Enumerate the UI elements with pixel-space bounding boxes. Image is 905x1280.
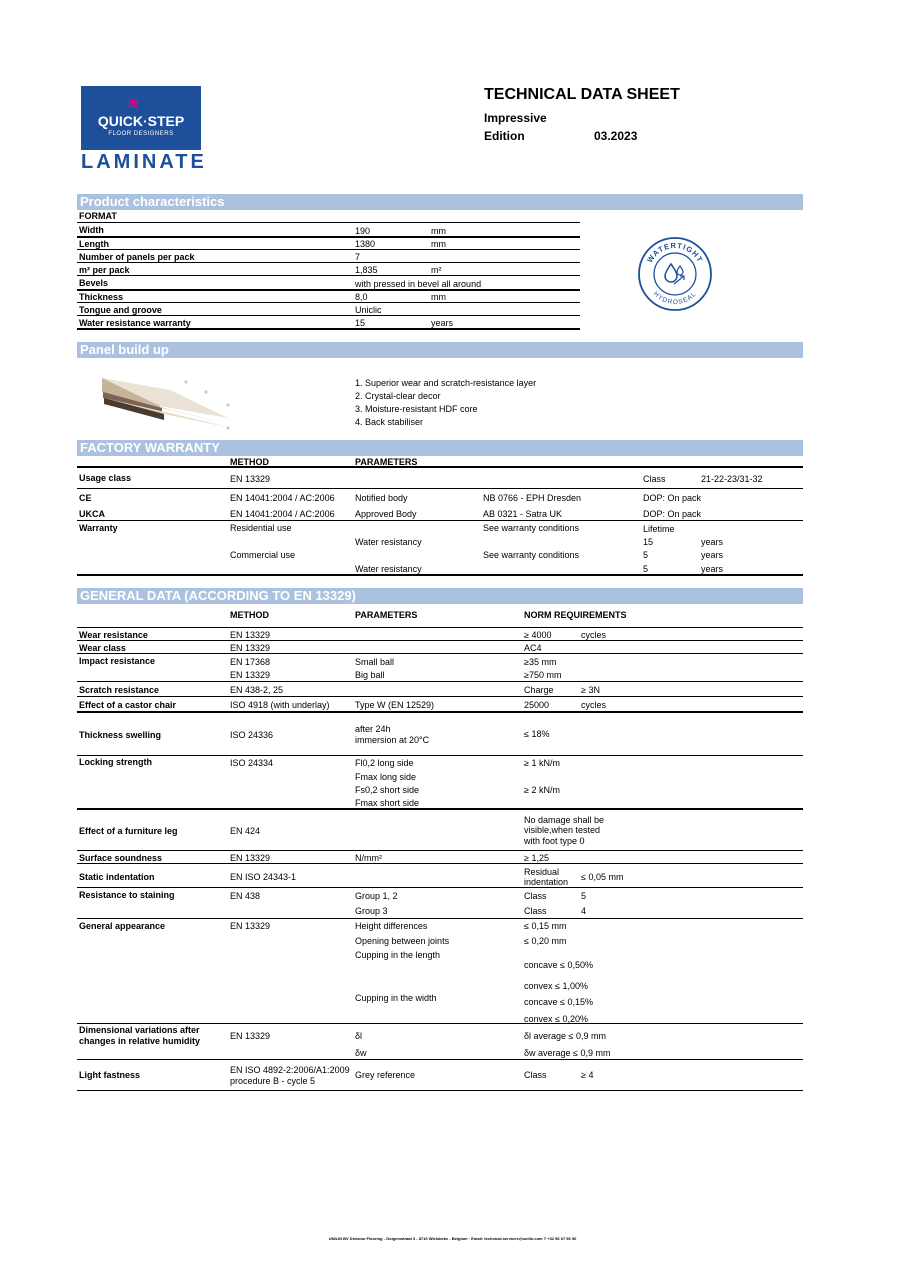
format-row-value: Uniclic bbox=[355, 305, 382, 315]
ukca-method: EN 14041:2004 / AC:2006 bbox=[230, 509, 335, 519]
panel-layer-item: 2. Crystal-clear decor bbox=[355, 391, 441, 401]
divider bbox=[77, 302, 580, 303]
format-row-label: Length bbox=[79, 239, 109, 249]
ce-label: CE bbox=[79, 493, 92, 503]
divider bbox=[77, 696, 803, 697]
divider bbox=[77, 887, 803, 888]
scratch-method: EN 438-2, 25 bbox=[230, 685, 284, 695]
divider bbox=[77, 315, 580, 316]
ukca-body: AB 0321 - Satra UK bbox=[483, 509, 563, 519]
impact-norm: ≥750 mm bbox=[524, 670, 562, 680]
divider bbox=[77, 275, 580, 276]
format-row-unit: m² bbox=[431, 265, 442, 275]
divider bbox=[77, 863, 803, 864]
wear-resistance-unit: cycles bbox=[581, 630, 607, 640]
staining-method: EN 438 bbox=[230, 891, 261, 901]
badge-top-text: WATERTIGHT bbox=[645, 240, 705, 265]
divider bbox=[77, 466, 803, 468]
locking-method: ISO 24334 bbox=[230, 758, 274, 768]
format-row-label: Width bbox=[79, 225, 104, 235]
section-panel-build-up: Panel build up bbox=[77, 342, 803, 358]
light-norm: Class bbox=[524, 1070, 547, 1080]
section-product-characteristics: Product characteristics bbox=[77, 194, 803, 210]
locking-norm: ≥ 2 kN/m bbox=[524, 785, 560, 795]
thickness-swelling-label: Thickness swelling bbox=[79, 730, 162, 740]
appearance-param: Cupping in the length bbox=[355, 950, 441, 960]
wear-class-label: Wear class bbox=[79, 643, 126, 653]
panel-layer-item: 3. Moisture-resistant HDF core bbox=[355, 404, 478, 414]
appearance-param: Cupping in the width bbox=[355, 993, 437, 1003]
usage-class-value: 21-22-23/31-32 bbox=[701, 474, 763, 484]
light-value: ≥ 4 bbox=[581, 1070, 594, 1080]
static-norm: Residual bbox=[524, 867, 560, 877]
appearance-norm: ≤ 0,20 mm bbox=[524, 936, 567, 946]
section-general-data: GENERAL DATA (ACCORDING TO EN 13329) bbox=[77, 588, 803, 604]
format-row-value: 190 bbox=[355, 226, 371, 236]
surface-soundness-label: Surface soundness bbox=[79, 853, 163, 863]
ukca-dop: DOP: On pack bbox=[643, 509, 702, 519]
locking-param: Fmax long side bbox=[355, 772, 417, 782]
furniture-norm: with foot type 0 bbox=[524, 836, 585, 846]
warranty-value: 5 bbox=[643, 564, 649, 574]
ce-method: EN 14041:2004 / AC:2006 bbox=[230, 493, 335, 503]
locking-param: Fmax short side bbox=[355, 798, 420, 808]
warranty-unit: years bbox=[701, 564, 724, 574]
scratch-value: ≥ 3N bbox=[581, 685, 600, 695]
furniture-leg-label: Effect of a furniture leg bbox=[79, 826, 178, 836]
scratch-norm: Charge bbox=[524, 685, 554, 695]
castor-norm: 25000 bbox=[524, 700, 550, 710]
divider bbox=[77, 1090, 803, 1091]
soundness-norm: ≥ 1,25 bbox=[524, 853, 549, 863]
static-method: EN ISO 24343-1 bbox=[230, 872, 297, 882]
appearance-norm: concave ≤ 0,15% bbox=[524, 997, 593, 1007]
dimensional-variations-label: Dimensional variations after bbox=[79, 1025, 200, 1035]
locking-param: Fs0,2 short side bbox=[355, 785, 420, 795]
appearance-norm: convex ≤ 0,20% bbox=[524, 1014, 588, 1024]
locking-strength-label: Locking strength bbox=[79, 757, 153, 767]
panel-layer-item: 4. Back stabiliser bbox=[355, 417, 424, 427]
divider bbox=[77, 488, 803, 489]
impact-param: Small ball bbox=[355, 657, 395, 667]
appearance-norm: ≤ 0,15 mm bbox=[524, 921, 567, 931]
document-title: TECHNICAL DATA SHEET bbox=[484, 86, 680, 103]
edition-label: Edition bbox=[484, 129, 525, 143]
wear-resistance-norm: ≥ 4000 bbox=[524, 630, 552, 640]
wear-class-method: EN 13329 bbox=[230, 643, 271, 653]
staining-value: 4 bbox=[581, 906, 587, 916]
soundness-param: N/mm² bbox=[355, 853, 382, 863]
divider bbox=[77, 711, 803, 713]
format-row-value: 1,835 bbox=[355, 265, 378, 275]
badge-bottom-text: HYDROSEAL bbox=[651, 290, 699, 307]
divider bbox=[77, 1023, 803, 1024]
format-row-value: 15 bbox=[355, 318, 366, 328]
wear-class-norm: AC4 bbox=[524, 643, 542, 653]
warranty-residential: Residential use bbox=[230, 523, 292, 533]
light-method: procedure B - cycle 5 bbox=[230, 1076, 316, 1086]
logo-brand-text: QUICK·STEP bbox=[97, 113, 185, 129]
warranty-water-resistancy: Water resistancy bbox=[355, 564, 422, 574]
edition-value: 03.2023 bbox=[594, 129, 638, 143]
impact-norm: ≥35 mm bbox=[524, 657, 557, 667]
format-row-label: Thickness bbox=[79, 292, 124, 302]
divider bbox=[77, 222, 580, 223]
castor-param: Type W (EN 12529) bbox=[355, 700, 435, 710]
page-footer: UNILIN BV Division Flooring - Ooigemstraat 3 - 8710 Wielsbeke - Belgium · Email: technical.services@unilin.com T +32 56 67 56 56 bbox=[328, 1236, 577, 1241]
column-header-parameters: PARAMETERS bbox=[355, 610, 418, 620]
divider bbox=[77, 850, 803, 851]
dimensional-norm: δw average ≤ 0,9 mm bbox=[524, 1048, 611, 1058]
format-label: FORMAT bbox=[79, 211, 117, 221]
appearance-param: Height differences bbox=[355, 921, 428, 931]
impact-method: EN 17368 bbox=[230, 657, 271, 667]
divider bbox=[77, 918, 803, 919]
divider bbox=[77, 627, 803, 628]
light-method: EN ISO 4892-2:2006/A1:2009 bbox=[230, 1065, 350, 1075]
format-row-value: 8,0 bbox=[355, 292, 368, 302]
ukca-label: UKCA bbox=[79, 509, 105, 519]
dimensional-param: δw bbox=[355, 1048, 367, 1058]
light-fastness-label: Light fastness bbox=[79, 1070, 141, 1080]
dimensional-norm: δl average ≤ 0,9 mm bbox=[524, 1031, 606, 1041]
wear-resistance-label: Wear resistance bbox=[79, 630, 148, 640]
format-row-unit: mm bbox=[431, 239, 446, 249]
warranty-lifetime: Lifetime bbox=[643, 524, 675, 534]
soundness-method: EN 13329 bbox=[230, 853, 271, 863]
warranty-commercial: Commercial use bbox=[230, 550, 296, 560]
format-row-unit: years bbox=[431, 318, 454, 328]
section-factory-warranty: FACTORY WARRANTY bbox=[77, 440, 803, 456]
staining-class: Class bbox=[524, 906, 547, 916]
divider bbox=[77, 236, 580, 238]
svg-text:HYDROSEAL bbox=[652, 290, 698, 306]
divider bbox=[77, 755, 803, 756]
static-norm: indentation bbox=[524, 877, 569, 887]
ce-param: Notified body bbox=[355, 493, 408, 503]
column-header-method: METHOD bbox=[230, 610, 269, 620]
static-value: ≤ 0,05 mm bbox=[581, 872, 624, 882]
scratch-resistance-label: Scratch resistance bbox=[79, 685, 160, 695]
locking-param: Fl0,2 long side bbox=[355, 758, 414, 768]
castor-unit: cycles bbox=[581, 700, 607, 710]
warranty-see-conditions: See warranty conditions bbox=[483, 550, 580, 560]
wear-resistance-method: EN 13329 bbox=[230, 630, 271, 640]
divider bbox=[77, 289, 580, 291]
format-row-label: Number of panels per pack bbox=[79, 252, 195, 262]
impact-param: Big ball bbox=[355, 670, 385, 680]
furniture-norm: No damage shall be bbox=[524, 815, 605, 825]
staining-value: 5 bbox=[581, 891, 587, 901]
swelling-param: after 24h bbox=[355, 724, 391, 734]
dimensional-variations-label: changes in relative humidity bbox=[79, 1036, 201, 1046]
ukca-param: Approved Body bbox=[355, 509, 417, 519]
castor-chair-label: Effect of a castor chair bbox=[79, 700, 177, 710]
impact-method: EN 13329 bbox=[230, 670, 271, 680]
warranty-unit: years bbox=[701, 550, 724, 560]
product-name: Impressive bbox=[484, 111, 547, 125]
staining-class: Class bbox=[524, 891, 547, 901]
format-row-label: m² per pack bbox=[79, 265, 130, 275]
format-row-value: with pressed in bevel all around bbox=[355, 279, 482, 289]
warranty-label: Warranty bbox=[79, 523, 118, 533]
furniture-method: EN 424 bbox=[230, 826, 261, 836]
warranty-unit: years bbox=[701, 537, 724, 547]
appearance-method: EN 13329 bbox=[230, 921, 271, 931]
swelling-param: immersion at 20°C bbox=[355, 735, 430, 745]
castor-method: ISO 4918 (with underlay) bbox=[230, 700, 330, 710]
watertight-badge-icon bbox=[637, 236, 713, 312]
format-row-unit: mm bbox=[431, 292, 446, 302]
staining-label: Resistance to staining bbox=[79, 890, 175, 900]
divider bbox=[77, 653, 803, 654]
format-row-value: 1380 bbox=[355, 239, 376, 249]
panel-layer-item: 1. Superior wear and scratch-resistance layer bbox=[355, 378, 537, 388]
dimensional-param: δl bbox=[355, 1031, 363, 1041]
panel-layers-image bbox=[100, 368, 240, 432]
column-header-norm: NORM REQUIREMENTS bbox=[524, 610, 627, 620]
format-row-label: Tongue and groove bbox=[79, 305, 162, 315]
warranty-value: 5 bbox=[643, 550, 649, 560]
usage-class-class-label: Class bbox=[643, 474, 666, 484]
ce-dop: DOP: On pack bbox=[643, 493, 702, 503]
locking-norm: ≥ 1 kN/m bbox=[524, 758, 560, 768]
divider bbox=[77, 520, 803, 521]
furniture-norm: visible,when tested bbox=[524, 825, 601, 835]
divider bbox=[77, 681, 803, 682]
format-row-value: 7 bbox=[355, 252, 361, 262]
warranty-value: 15 bbox=[643, 537, 654, 547]
swelling-norm: ≤ 18% bbox=[524, 729, 550, 739]
divider bbox=[77, 262, 580, 263]
format-row-label: Bevels bbox=[79, 278, 109, 288]
ce-body: NB 0766 - EPH Dresden bbox=[483, 493, 582, 503]
appearance-param: Opening between joints bbox=[355, 936, 450, 946]
usage-class-label: Usage class bbox=[79, 473, 132, 483]
divider bbox=[77, 1059, 803, 1060]
format-row-unit: mm bbox=[431, 226, 446, 236]
divider bbox=[77, 328, 580, 330]
static-indentation-label: Static indentation bbox=[79, 872, 155, 882]
appearance-norm: convex ≤ 1,00% bbox=[524, 981, 588, 991]
column-header-parameters: PARAMETERS bbox=[355, 457, 418, 467]
general-appearance-label: General appearance bbox=[79, 921, 166, 931]
swelling-method: ISO 24336 bbox=[230, 730, 274, 740]
appearance-norm: concave ≤ 0,50% bbox=[524, 960, 593, 970]
impact-resistance-label: Impact resistance bbox=[79, 656, 156, 666]
warranty-see-conditions: See warranty conditions bbox=[483, 523, 580, 533]
divider bbox=[77, 808, 803, 810]
light-param: Grey reference bbox=[355, 1070, 416, 1080]
format-row-label: Water resistance warranty bbox=[79, 318, 191, 328]
divider bbox=[77, 249, 580, 250]
logo-stripes-icon: //// bbox=[128, 97, 138, 111]
logo-subtitle: FLOOR DESIGNERS bbox=[108, 131, 174, 137]
staining-param: Group 1, 2 bbox=[355, 891, 398, 901]
warranty-water-resistancy: Water resistancy bbox=[355, 537, 422, 547]
divider bbox=[77, 574, 803, 576]
product-line: LAMINATE bbox=[81, 151, 207, 173]
staining-param: Group 3 bbox=[355, 906, 388, 916]
usage-class-method: EN 13329 bbox=[230, 474, 271, 484]
column-header-method: METHOD bbox=[230, 457, 269, 467]
divider bbox=[77, 640, 803, 641]
dimensional-method: EN 13329 bbox=[230, 1031, 271, 1041]
